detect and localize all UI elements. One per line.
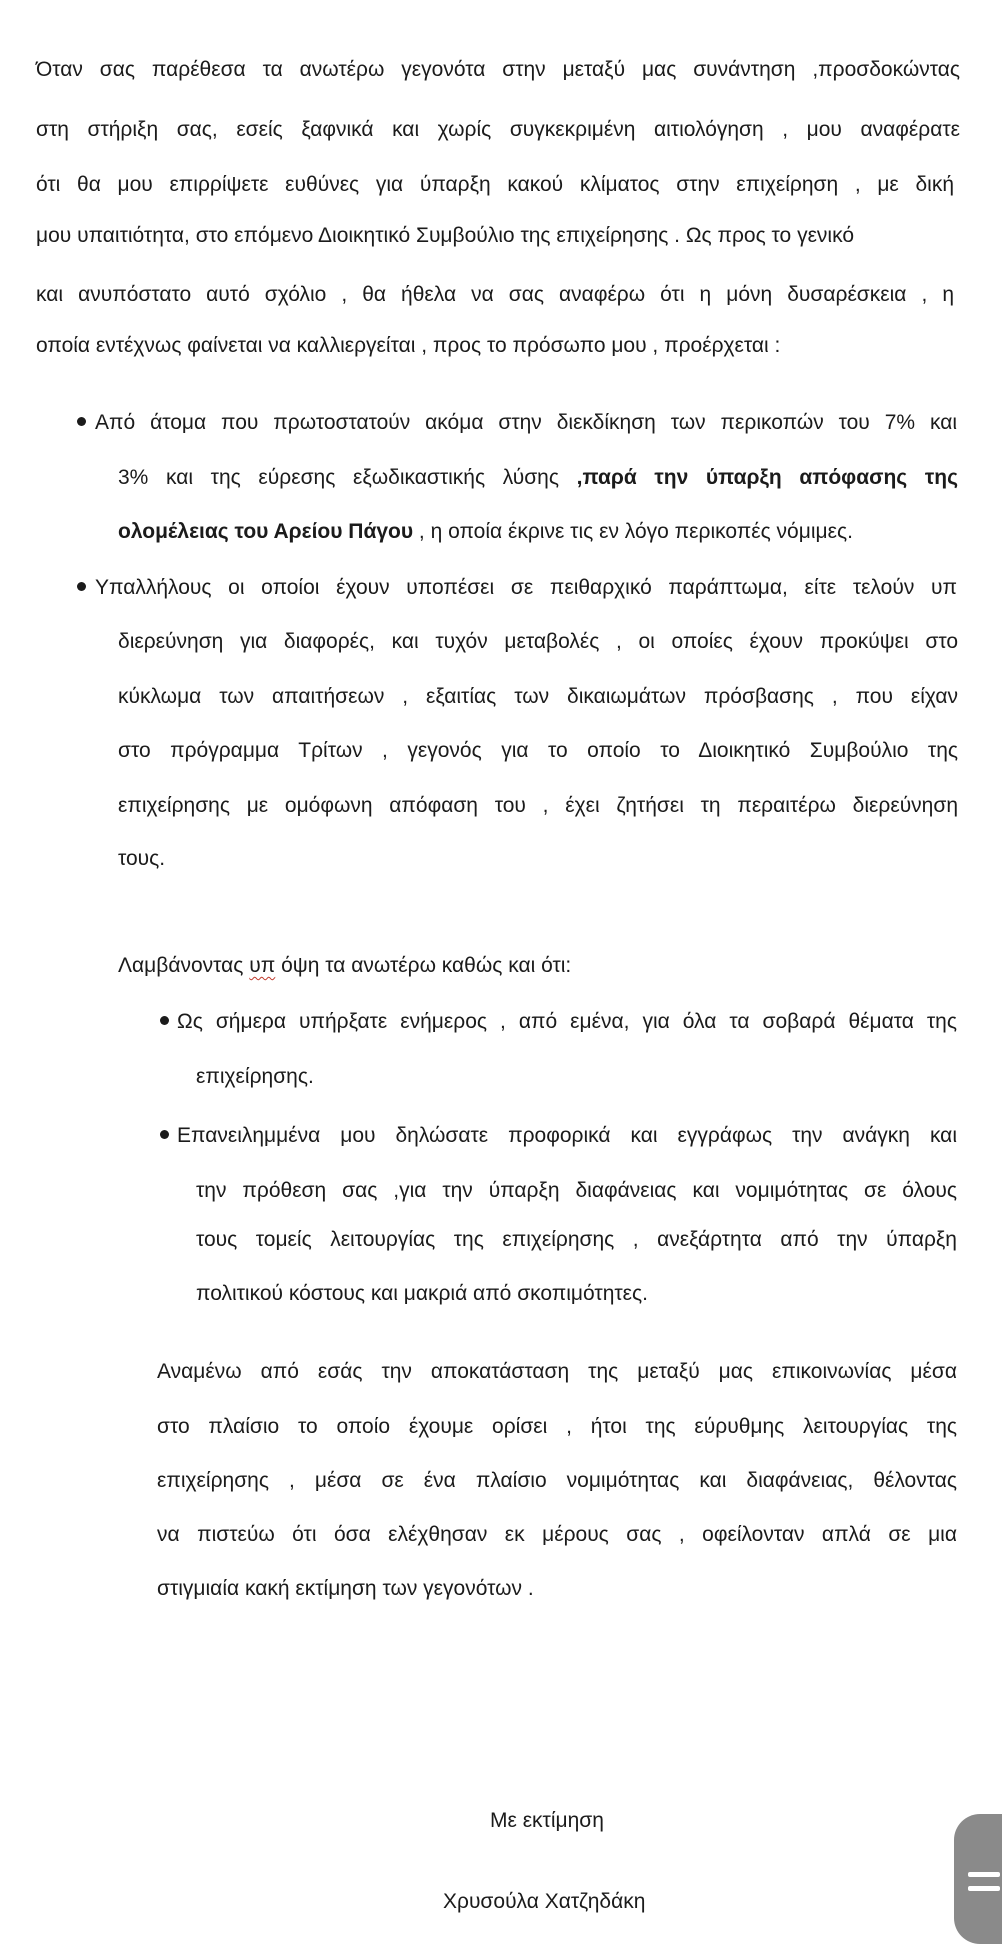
bullet1-item1-line: Από άτομα που πρωτοστατούν ακόμα στην διεκδίκηση των περικοπών του 7% και — [95, 411, 957, 434]
handle-bar — [968, 1886, 1000, 1891]
bullet-icon — [77, 417, 86, 426]
paragraph1-line: Όταν σας παρέθεσα τα ανωτέρω γεγονότα στην μεταξύ μας συνάντηση ,προσδοκώντας — [36, 58, 960, 81]
bullet1-item1-line: ολομέλειας του Αρείου Πάγου , η οποία έκρινε τις εν λόγο περικοπές νόμιμες. — [118, 520, 853, 543]
signature-text: Χρυσούλα Χατζηδάκη — [443, 1890, 646, 1913]
paragraph1-line: οποία εντέχνως φαίνεται να καλλιεργείται , προς το πρόσωπο μου , προέρχεται : — [36, 334, 781, 357]
bullet1-item2-line: κύκλωμα των απαιτήσεων , εξαιτίας των δικαιωμάτων πρόσβασης , που είχαν — [118, 685, 958, 708]
scroll-handle-icon[interactable] — [954, 1814, 1002, 1944]
bullet2-item2-line: τους τομείς λειτουργίας της επιχείρησης , ανεξάρτητα από την ύπαρξη — [196, 1228, 957, 1251]
bullet1-item2-line: τους. — [118, 847, 166, 870]
bullet1-item1-line: 3% και της εύρεσης εξωδικαστικής λύσης ,παρά την ύπαρξη απόφασης της — [118, 466, 958, 489]
paragraph1-line: μου υπαιτιότητα, στο επόμενο Διοικητικό Συμβούλιο της επιχείρησης . Ως προς το γενικό — [36, 224, 855, 247]
bullet1-item2-line: στο πρόγραμμα Τρίτων , γεγονός για το οποίο το Διοικητικό Συμβούλιο της — [118, 739, 958, 762]
bullet2-item2-line: την πρόθεση σας ,για την ύπαρξη διαφάνειας και νομιμότητας σε όλους — [196, 1179, 957, 1202]
bullet1-item2-line: επιχείρησης με ομόφωνη απόφαση του , έχει ζητήσει τη περαιτέρω διερεύνηση — [118, 794, 958, 817]
bullet2-item1-line: επιχείρησης. — [196, 1065, 314, 1088]
closing-text: Με εκτίμηση — [490, 1809, 604, 1832]
paragraph1-line: και ανυπόστατο αυτό σχόλιο , θα ήθελα να σας αναφέρω ότι η μόνη δυσαρέσκεια , η — [36, 283, 954, 306]
bullet2-item1-line: Ως σήμερα υπήρξατε ενήμερος , από εμένα, για όλα τα σοβαρά θέματα της — [177, 1010, 957, 1033]
paragraph3-line: επιχείρησης , μέσα σε ένα πλαίσιο νομιμότητας και διαφάνειας, θέλοντας — [157, 1469, 957, 1492]
paragraph1-line: ότι θα μου επιρρίψετε ευθύνες για ύπαρξη κακού κλίματος στην επιχείρηση , με δική — [36, 173, 954, 196]
handle-bar — [968, 1872, 1000, 1877]
bullet1-item2-line: διερεύνηση για διαφορές, και τυχόν μεταβολές , οι οποίες έχουν προκύψει στο — [118, 630, 958, 653]
bullet2-item2-line: πολιτικού κόστους και μακριά από σκοπιμότητες. — [196, 1282, 649, 1305]
paragraph3-line: Αναμένω από εσάς την αποκατάσταση της μεταξύ μας επικοινωνίας μέσα — [157, 1360, 957, 1383]
bullet-icon — [77, 582, 86, 591]
paragraph3-line: να πιστεύω ότι όσα ελέχθησαν εκ μέρους σας , οφείλονταν απλά σε μια — [157, 1523, 957, 1546]
paragraph1-line: στη στήριξη σας, εσείς ξαφνικά και χωρίς συγκεκριμένη αιτιολόγηση , μου αναφέρατε — [36, 118, 960, 141]
intro2-line: Λαμβάνοντας υπ όψη τα ανωτέρω καθώς και ότι: — [118, 954, 572, 977]
bullet1-item2-line: Υπαλλήλους οι οποίοι έχουν υποπέσει σε πειθαρχικό παράπτωμα, είτε τελούν υπ — [95, 576, 957, 599]
paragraph3-line: στιγμιαία κακή εκτίμηση των γεγονότων . — [157, 1577, 534, 1600]
bullet-icon — [160, 1130, 169, 1139]
paragraph3-line: στο πλαίσιο το οποίο έχουμε ορίσει , ήτοι της εύρυθμης λειτουργίας της — [157, 1415, 957, 1438]
bullet2-item2-line: Επανειλημμένα μου δηλώσατε προφορικά και εγγράφως την ανάγκη και — [177, 1124, 957, 1147]
bullet-icon — [160, 1016, 169, 1025]
